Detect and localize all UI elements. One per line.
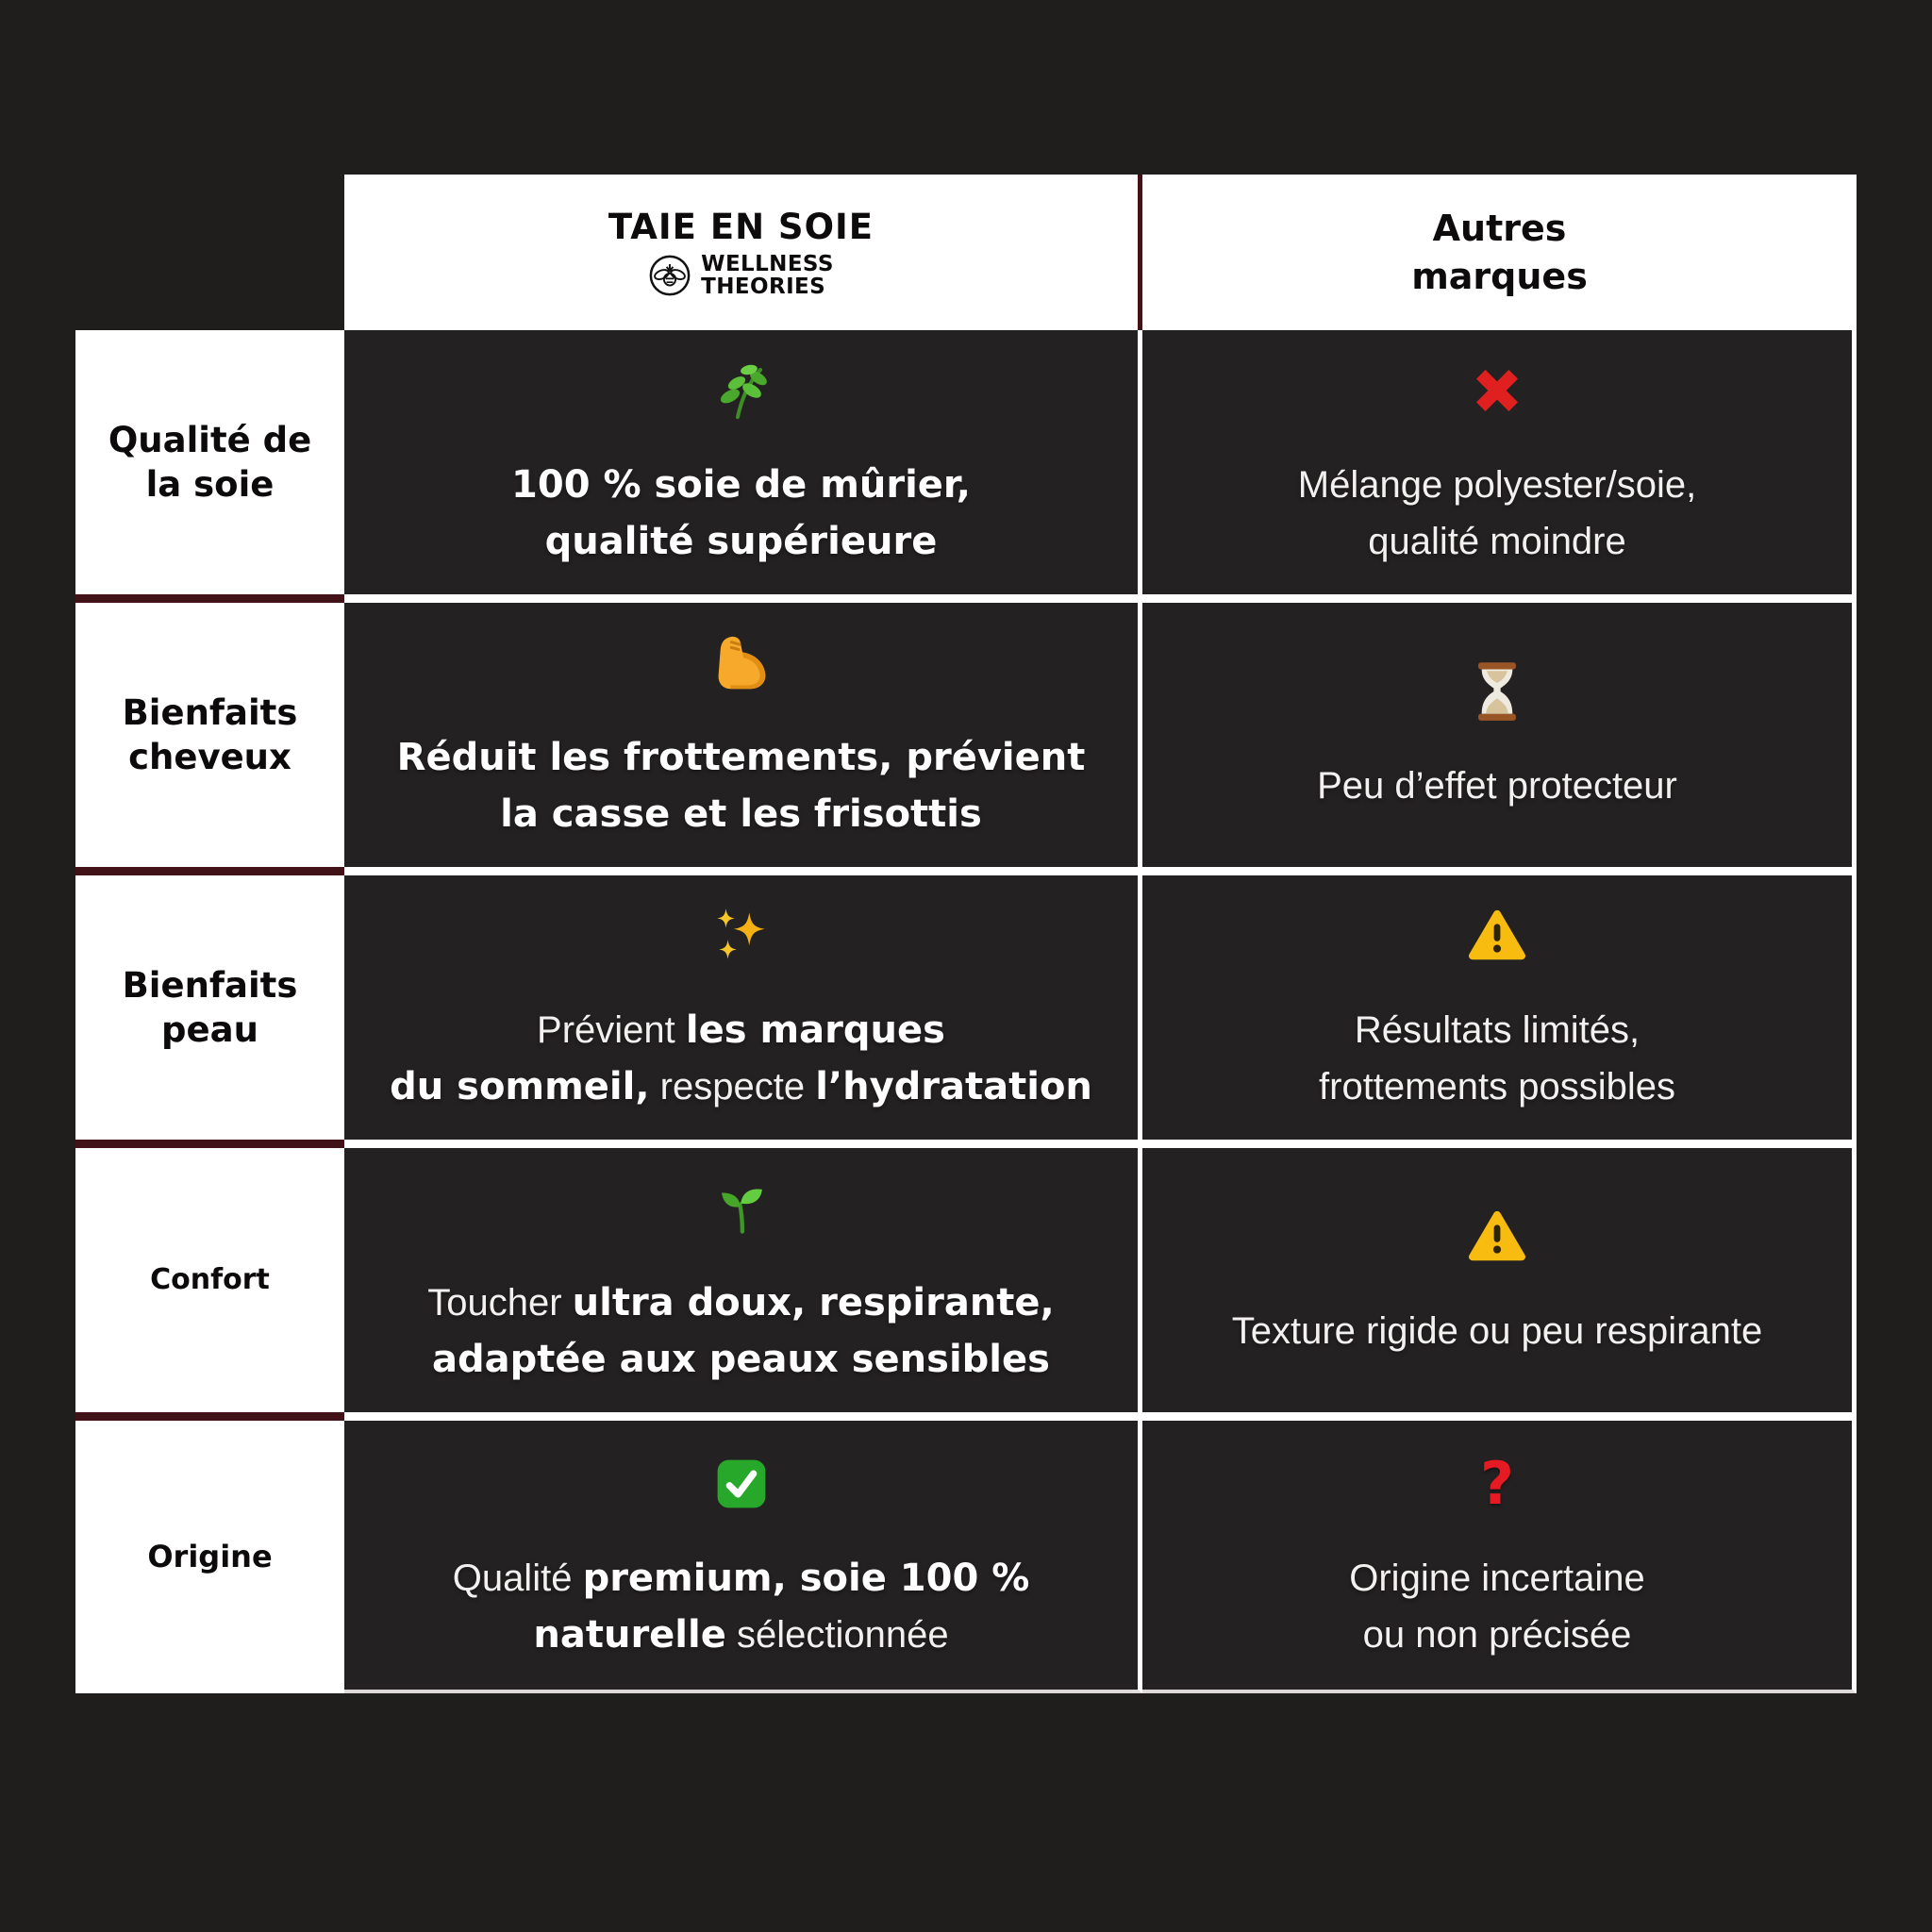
brand-column-title: TAIE EN SOIE [608,206,874,247]
logo-line-1: WELLNESS [701,251,834,276]
cell-text: Toucher ultra doux, respirante, adaptée aux peaux sensibles [427,1281,1055,1381]
logo-line-2: THEORIES [701,275,826,299]
red-question-mark-icon: ? [1480,1448,1514,1518]
warning-icon [1468,1201,1526,1273]
cell-text: Qualité premium, soie 100 % naturelle sélectionnée [452,1556,1030,1657]
herb-icon [711,355,772,426]
row-label-bienfaits-peau: Bienfaits peau [75,875,344,1148]
cell-text: Peu d’effet protecteur [1317,765,1677,807]
cell-brand-cheveux [344,603,1142,875]
cell-brand-confort [344,1148,1142,1421]
cell-text: Réduit les frottements, prévient la casse et les frisottis [396,736,1086,836]
warning-icon [1468,900,1526,972]
header-other-column [1142,175,1857,330]
cell-brand-origine [344,1421,1142,1693]
cell-other-qualite [1142,330,1857,603]
cell-other-cheveux [1142,603,1857,875]
cell-text: Origine incertaine ou non précisée [1349,1557,1645,1656]
corner-spacer [75,175,344,330]
row-label-qualite-soie: Qualité de la soie [75,330,344,603]
cross-mark-icon [1470,355,1524,426]
bee-logo-icon [648,254,691,297]
hourglass-icon [1470,656,1524,727]
flexed-biceps-icon [708,627,774,699]
cell-text: Texture rigide ou peu respirante [1231,1310,1763,1352]
cell-text: Résultats limités, frottements possibles [1319,1009,1675,1108]
cell-brand-peau [344,875,1142,1148]
row-label-origine: Origine [75,1421,344,1693]
cell-text: 100 % soie de mûrier, qualité supérieure [511,463,971,563]
cell-other-origine [1142,1421,1857,1693]
cell-brand-qualite [344,330,1142,603]
wellness-theories-logo [648,253,834,298]
sparkles-icon [710,900,773,972]
row-label-bienfaits-cheveux: Bienfaits cheveux [75,603,344,875]
seedling-icon [715,1173,768,1244]
row-label-confort: Confort [75,1148,344,1421]
cell-text: Prévient les marques du sommeil, respecte l’hydratation [390,1008,1092,1108]
cell-text: Mélange polyester/soie, qualité moindre [1297,464,1697,562]
check-button-icon [714,1448,769,1520]
comparison-table [75,175,1857,1693]
cell-other-confort [1142,1148,1857,1421]
other-column-title: Autres marques [1411,208,1588,297]
cell-other-peau [1142,875,1857,1148]
brand-logo-text [701,253,834,298]
header-brand-column [344,175,1142,330]
